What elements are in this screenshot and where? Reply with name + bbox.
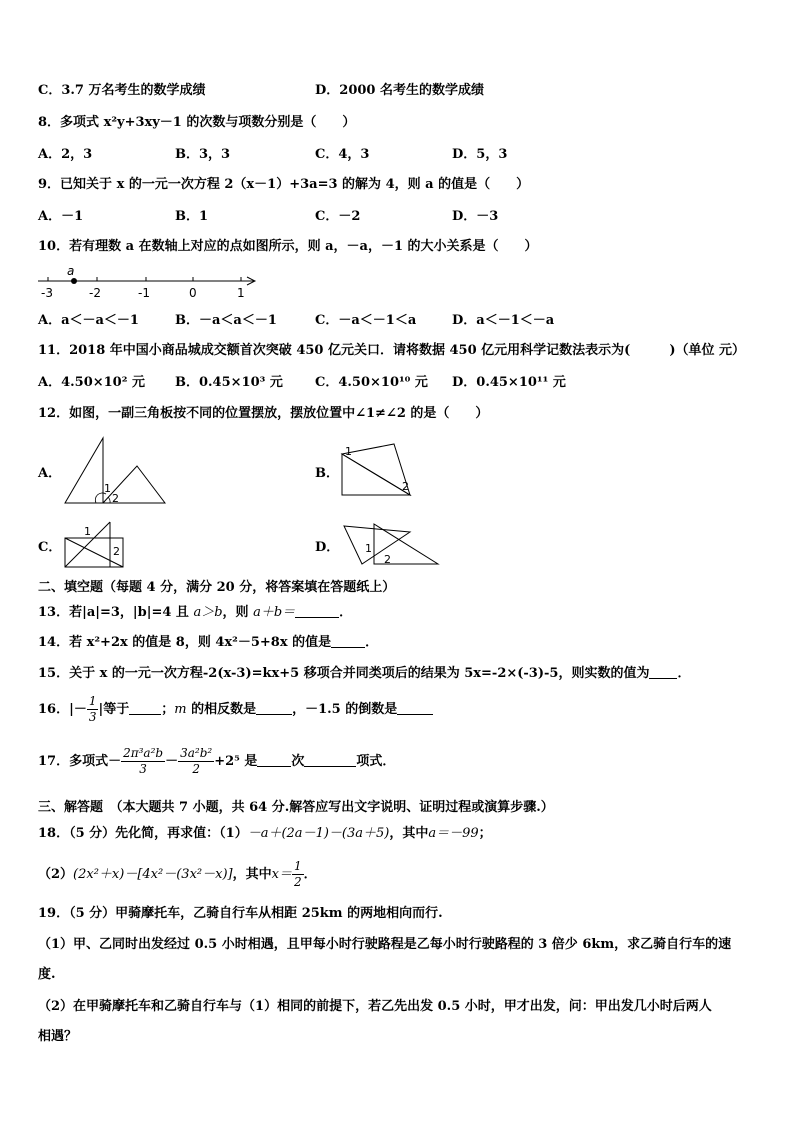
q19-part2-line1: （2）在甲骑摩托车和乙骑自行车与（1）相同的前提下，若乙先出发 0.5 小时，甲才出发，问：甲出发几小时后两人 bbox=[38, 999, 712, 1014]
point-a-label: a bbox=[67, 264, 75, 278]
q10-option-b: B．－a＜a＜－1 bbox=[175, 313, 277, 328]
q11-option-c: C．4.50×10¹⁰ 元 bbox=[315, 375, 428, 390]
fraction: $\frac{1}{2}$ bbox=[293, 859, 302, 889]
q9-stem: 9．已知关于 x 的一元一次方程 2（x－1）+3a=3 的解为 4，则 a 的值是（ ） bbox=[38, 177, 530, 192]
triangle-figure-d bbox=[338, 520, 442, 568]
triangle-figure-a bbox=[60, 436, 172, 506]
q9-option-b: B．1 bbox=[175, 209, 209, 224]
q19-part2-line2: 相遇？ bbox=[38, 1029, 78, 1044]
answer-blank[interactable] bbox=[304, 754, 356, 767]
q16: 16．|－ $\frac{1}{3}$ |等于 ；m 的相反数是 ，－1.5 的倒数是 bbox=[38, 692, 433, 728]
q8-stem: 8．多项式 x²y+3xy－1 的次数与项数分别是（ ） bbox=[38, 115, 356, 130]
tick-label: -3 bbox=[41, 286, 53, 300]
tick-label: 0 bbox=[189, 286, 197, 300]
fraction: $\frac{1}{3}$ bbox=[88, 694, 97, 724]
angle-2-label: 2 bbox=[112, 492, 119, 505]
triangle-figure-b bbox=[336, 438, 416, 498]
q12-label-d: D． bbox=[315, 540, 340, 555]
section-2-heading: 二、填空题（每题 4 分，满分 20 分，将答案填在答题纸上） bbox=[38, 580, 396, 595]
angle-1-label: 1 bbox=[345, 445, 352, 458]
q10-option-c: C．－a＜－1＜a bbox=[315, 313, 417, 328]
fraction: $\frac{\text{2π³a²b}}{3}$ bbox=[123, 746, 164, 776]
section-3-heading: 三、解答题 （本大题共 7 小题，共 64 分.解答应写出文字说明、证明过程或演算步骤.） bbox=[38, 800, 554, 815]
q8-option-a: A．2，3 bbox=[38, 147, 93, 162]
answer-blank[interactable] bbox=[295, 605, 339, 618]
q11-option-a: A．4.50×10² 元 bbox=[38, 375, 145, 390]
q19-stem: 19．（5 分）甲骑摩托车，乙骑自行车从相距 25km 的两地相向而行. bbox=[38, 906, 443, 921]
q18-part2: （2）(2x²＋x)－[4x²－(3x²－x)]，其中x＝ $\frac{1}{2}$ ． bbox=[38, 859, 317, 889]
q9-option-a: A．－1 bbox=[38, 209, 84, 224]
q14: 14．若 x²+2x 的值是 8，则 4x²－5+8x 的值是 ． bbox=[38, 635, 379, 650]
q10-stem: 10．若有理数 a 在数轴上对应的点如图所示，则 a，－a，－1 的大小关系是（ ） bbox=[38, 239, 538, 254]
angle-2-label: 2 bbox=[113, 545, 120, 558]
q19-part1-line1: （1）甲、乙同时出发经过 0.5 小时相遇，且甲每小时行驶路程是乙每小时行驶路程的 3 倍少 6km，求乙骑自行车的速 bbox=[38, 937, 732, 952]
q10-option-a: A．a＜－a＜－1 bbox=[38, 313, 139, 328]
q9-option-d: D．－3 bbox=[452, 209, 499, 224]
q8-option-b: B．3，3 bbox=[175, 147, 231, 162]
answer-blank[interactable] bbox=[649, 666, 677, 679]
q8-option-c: C．4，3 bbox=[315, 147, 370, 162]
tick-label: 1 bbox=[237, 286, 245, 300]
q11-option-b: B．0.45×10³ 元 bbox=[175, 375, 283, 390]
q9-option-c: C．－2 bbox=[315, 209, 361, 224]
q12-label-b: B． bbox=[315, 466, 339, 481]
point-a-marker bbox=[71, 278, 77, 284]
q12-stem: 12．如图，一副三角板按不同的位置摆放，摆放位置中∠1≠∠2 的是（ ） bbox=[38, 406, 489, 421]
angle-1-label: 1 bbox=[84, 525, 91, 538]
q15: 15．关于 x 的一元一次方程-2(x-3)=kx+5 移项合并同类项后的结果为 5x=-2×(-3)-5，则实数的值为 ． bbox=[38, 666, 691, 681]
angle-1-label: 1 bbox=[365, 542, 372, 555]
answer-blank[interactable] bbox=[331, 635, 365, 648]
tick-label: -1 bbox=[138, 286, 150, 300]
angle-1-label: 1 bbox=[104, 482, 111, 495]
answer-blank[interactable] bbox=[129, 702, 161, 715]
tick-label: -2 bbox=[89, 286, 101, 300]
q13: 13．若|a|=3，|b|=4 且 a＞b，则 a＋b＝ ． bbox=[38, 605, 353, 620]
answer-blank[interactable] bbox=[397, 702, 433, 715]
q18-part1: 18．（5 分）先化简，再求值：（1）－a＋(2a－1)－(3a＋5)，其中a＝－99； bbox=[38, 826, 492, 841]
number-line-figure bbox=[36, 264, 262, 302]
q11-option-d: D．0.45×10¹¹ 元 bbox=[452, 375, 566, 390]
q11-stem: 11．2018 年中国小商品城成交额首次突破 450 亿元关口．请将数据 450 亿元用科学记数法表示为( )（单位 元） bbox=[38, 343, 746, 358]
angle-2-label: 2 bbox=[402, 480, 409, 493]
q17: 17．多项式－ $\frac{\text{2π³a²b}}{3}$ － $\frac{\text{3a²b²}}{2}$ +2⁵ 是 次 项式． bbox=[38, 746, 396, 776]
q19-part1-line2: 度. bbox=[38, 967, 56, 982]
triangle-figure-c bbox=[60, 520, 130, 570]
q7-option-d: D．2000 名考生的数学成绩 bbox=[315, 83, 484, 98]
answer-blank[interactable] bbox=[257, 754, 291, 767]
q12-label-a: A． bbox=[38, 466, 62, 481]
fraction: $\frac{\text{3a²b²}}{2}$ bbox=[180, 746, 213, 776]
angle-2-label: 2 bbox=[384, 553, 391, 566]
answer-blank[interactable] bbox=[256, 702, 292, 715]
q10-option-d: D．a＜－1＜－a bbox=[452, 313, 555, 328]
q7-option-c: C．3.7 万名考生的数学成绩 bbox=[38, 83, 206, 98]
q8-option-d: D．5，3 bbox=[452, 147, 508, 162]
q12-label-c: C． bbox=[38, 540, 62, 555]
